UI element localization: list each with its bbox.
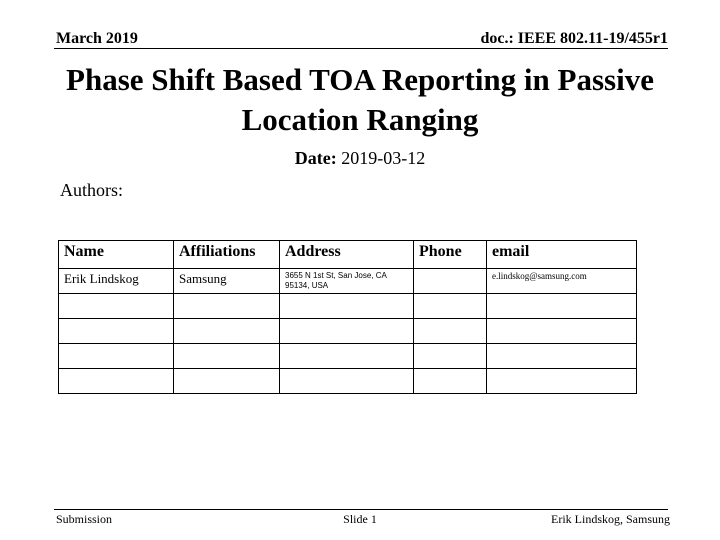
empty-cell [174,369,280,394]
empty-cell [414,319,487,344]
header-date: March 2019 [56,30,138,47]
empty-cell [487,319,637,344]
author-address-cell: 3655 N 1st St, San Jose, CA 95134, USA [280,269,414,294]
empty-cell [59,319,174,344]
table-row [59,269,637,294]
empty-cell [487,369,637,394]
empty-cell [174,344,280,369]
header-doc-id: doc.: IEEE 802.11-19/455r1 [480,30,668,47]
author-phone-cell [414,269,487,294]
date-label: Date: [294,148,337,168]
footer-author: Erik Lindskog, Samsung [551,512,670,526]
empty-cell [414,344,487,369]
column-header-name: Name [59,241,174,269]
empty-cell [280,319,414,344]
date-value: 2019-03-12 [341,148,426,168]
column-header-email: email [487,241,637,269]
date-line [0,148,720,169]
empty-cell [280,369,414,394]
table-row [59,344,637,369]
slide-title: Phase Shift Based TOA Reporting in Passive Location Ranging [66,62,654,137]
empty-cell [487,294,637,319]
empty-cell [174,294,280,319]
footer-divider [54,509,668,510]
footer-slide-number: Slide 1 [343,512,377,526]
empty-cell [280,344,414,369]
author-name-cell: Erik Lindskog [59,269,174,294]
header-divider [54,48,668,49]
empty-cell [414,369,487,394]
column-header-address: Address [280,241,414,269]
author-affiliation-cell: Samsung [174,269,280,294]
table-row [59,319,637,344]
table-row [59,369,637,394]
authors-table [58,240,637,394]
table-header-row [59,241,637,269]
empty-cell [59,369,174,394]
empty-cell [59,344,174,369]
empty-cell [280,294,414,319]
empty-cell [487,344,637,369]
author-email-cell: e.lindskog@samsung.com [487,269,637,294]
table-row [59,294,637,319]
empty-cell [174,319,280,344]
footer-submission: Submission [56,512,113,526]
empty-cell [414,294,487,319]
column-header-phone: Phone [414,241,487,269]
authors-label: Authors: [60,180,123,200]
empty-cell [59,294,174,319]
column-header-affiliations: Affiliations [174,241,280,269]
